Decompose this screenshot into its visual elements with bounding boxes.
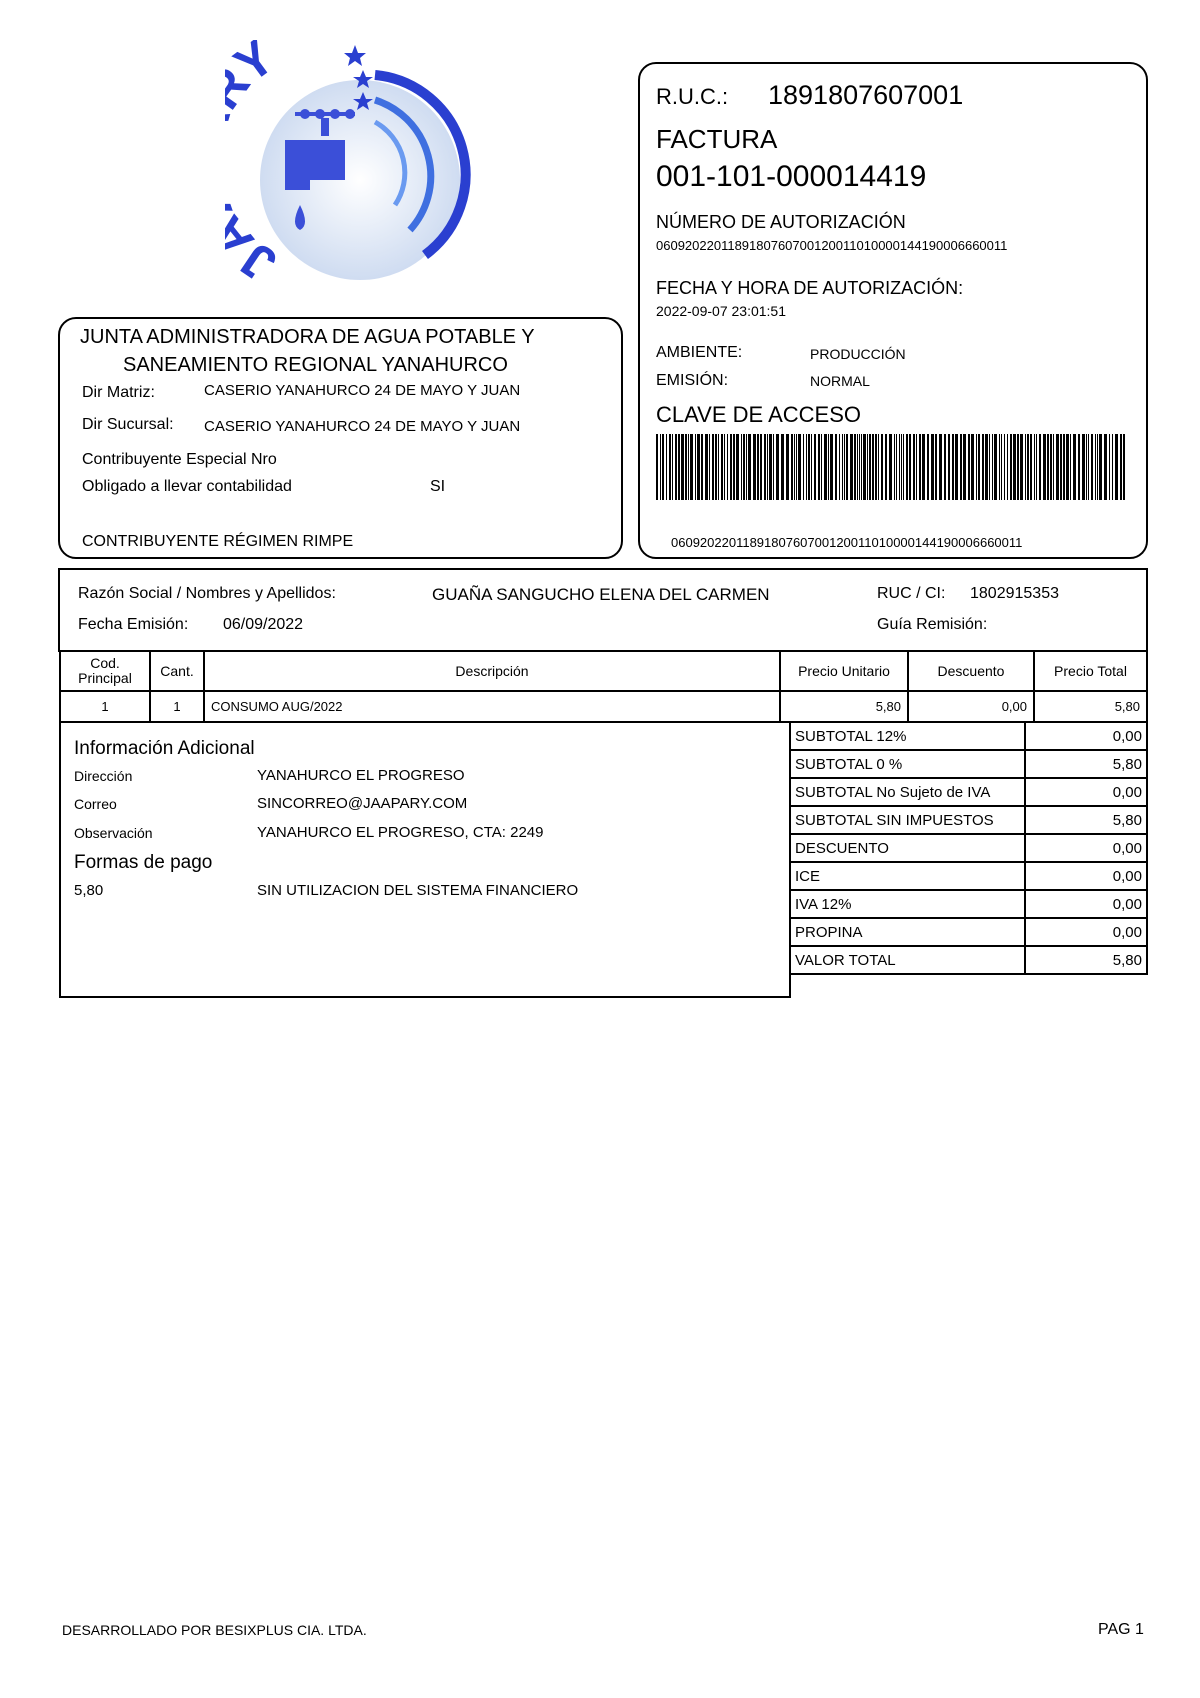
barcode-bar [712, 434, 714, 500]
barcode-bar [1007, 434, 1008, 500]
barcode-bar [736, 434, 739, 500]
barcode-bar [1078, 434, 1080, 500]
barcode-bar [927, 434, 929, 500]
barcode-bar [875, 434, 877, 500]
items-table [59, 650, 1148, 723]
items-header-row [60, 651, 1147, 691]
barcode-bar [1073, 434, 1076, 500]
barcode-bar [992, 434, 993, 500]
totals-value: 0,00 [1025, 722, 1147, 750]
barcode-bar [1004, 434, 1005, 500]
barcode-bar [715, 434, 717, 500]
barcode-bar [672, 434, 673, 500]
totals-row [790, 806, 1147, 834]
barcode-bar [666, 434, 667, 500]
barcode-bar [828, 434, 829, 500]
barcode-bar [709, 434, 710, 500]
clave-label: CLAVE DE ACCESO [656, 402, 861, 427]
barcode-bar [746, 434, 747, 500]
totals-label: SUBTOTAL No Sujeto de IVA [790, 778, 1025, 806]
totals-value: 0,00 [1025, 834, 1147, 862]
totals-value: 0,00 [1025, 918, 1147, 946]
totals-value: 0,00 [1025, 890, 1147, 918]
totals-row [790, 750, 1147, 778]
barcode-bar [1104, 434, 1107, 500]
customer-box [58, 568, 1148, 652]
row-cod: 1 [60, 691, 150, 722]
dir-matriz-label: Dir Matriz: [82, 384, 155, 401]
barcode-bar [798, 434, 801, 500]
totals-label: DESCUENTO [790, 834, 1025, 862]
totals-table [789, 721, 1148, 975]
barcode-bar [994, 434, 997, 500]
barcode-bar [669, 434, 671, 500]
barcode-bar [695, 434, 696, 500]
barcode-bar [808, 434, 810, 500]
row-desc: CONSUMO AUG/2022 [204, 691, 780, 722]
totals-row [790, 834, 1147, 862]
razon-value: GUAÑA SANGUCHO ELENA DEL CARMEN [432, 585, 770, 604]
barcode-bar [955, 434, 958, 500]
barcode-bar [733, 434, 735, 500]
barcode-bar [1115, 434, 1118, 500]
barcode-bar [1063, 434, 1065, 500]
customer-ruc-value: 1802915353 [970, 585, 1059, 602]
barcode-bar [681, 434, 684, 500]
barcode-bar [824, 434, 827, 500]
barcode-bar [662, 434, 664, 500]
barcode-bar [1053, 434, 1054, 500]
totals-row [790, 722, 1147, 750]
barcode-bar [960, 434, 962, 500]
header-cod [60, 651, 150, 691]
auth-number-label: NÚMERO DE AUTORIZACIÓN [656, 212, 906, 232]
barcode-bar [730, 434, 732, 500]
barcode-bar [803, 434, 804, 500]
fecha-label: Fecha Emisión: [78, 616, 189, 633]
barcode-bar [968, 434, 970, 500]
invoice-type: FACTURA [656, 124, 778, 154]
barcode-bar [916, 434, 917, 500]
barcode-bar [796, 434, 797, 500]
company-name-line2: SANEAMIENTO REGIONAL YANAHURCO [123, 354, 508, 376]
barcode-bar [978, 434, 980, 500]
invoice-number: 001-101-000014419 [656, 160, 927, 193]
pago-amount: 5,80 [74, 882, 104, 899]
ambiente-label: AMBIENTE: [656, 344, 743, 361]
barcode-bar [1013, 434, 1016, 500]
barcode-bar [1036, 434, 1037, 500]
totals-label: ICE [790, 862, 1025, 890]
barcode-bar [835, 434, 837, 500]
direccion-label: Dirección [74, 768, 133, 784]
additional-title: Información Adicional [74, 738, 255, 759]
barcode-bar [896, 434, 897, 500]
barcode-bar [1099, 434, 1102, 500]
barcode-bar [909, 434, 911, 500]
barcode-bar [999, 434, 1000, 500]
totals-row [790, 890, 1147, 918]
barcode-bar [786, 434, 789, 500]
observacion-value: YANAHURCO EL PROGRESO, CTA: 2249 [257, 824, 544, 841]
barcode-bar [944, 434, 946, 500]
barcode-bar [1034, 434, 1035, 500]
barcode-bar [922, 434, 925, 500]
barcode-bar [794, 434, 795, 500]
barcode-bar [861, 434, 862, 500]
barcode-bar [881, 434, 883, 500]
barcode-bar [894, 434, 895, 500]
totals-label: SUBTOTAL 12% [790, 722, 1025, 750]
barcode-bar [727, 434, 728, 500]
barcode-bar [724, 434, 725, 500]
totals-label: IVA 12% [790, 890, 1025, 918]
barcode-bar [757, 434, 759, 500]
table-row [60, 691, 1147, 722]
barcode-bar [1088, 434, 1089, 500]
contribuyente-especial-label: Contribuyente Especial Nro [82, 451, 277, 468]
barcode-bar [1047, 434, 1049, 500]
barcode-bar [701, 434, 703, 500]
barcode-bar [976, 434, 977, 500]
barcode-bar [839, 434, 840, 500]
barcode-bar [685, 434, 687, 500]
barcode-bar [899, 434, 900, 500]
barcode-bar [901, 434, 902, 500]
barcode-bar [1025, 434, 1026, 500]
dir-sucursal-label: Dir Sucursal: [82, 416, 174, 433]
barcode-bar [1027, 434, 1029, 500]
barcode-bar [1010, 434, 1012, 500]
regimen-label: CONTRIBUYENTE RÉGIMEN RIMPE [82, 533, 354, 550]
emision-value: NORMAL [810, 373, 870, 389]
pagos-title: Formas de pago [74, 852, 213, 873]
barcode-bar [811, 434, 812, 500]
barcode-bar [830, 434, 833, 500]
barcode-bar [989, 434, 990, 500]
totals-label: VALOR TOTAL [790, 946, 1025, 974]
totals-row [790, 778, 1147, 806]
barcode-bar [842, 434, 843, 500]
barcode-bar [769, 434, 772, 500]
barcode-bar [985, 434, 988, 500]
barcode-bar [821, 434, 822, 500]
barcode-bar [1020, 434, 1023, 500]
totals-label: SUBTOTAL 0 % [790, 750, 1025, 778]
barcode-bar [1066, 434, 1069, 500]
ambiente-value: PRODUCCIÓN [810, 346, 906, 362]
barcode-bar [971, 434, 974, 500]
barcode-bar [1086, 434, 1087, 500]
header-precio-unit: Precio Unitario [780, 651, 908, 691]
barcode-bar [718, 434, 719, 500]
totals-value: 0,00 [1025, 862, 1147, 890]
barcode-bar [854, 434, 856, 500]
barcode-bar [889, 434, 892, 500]
barcode-bar [1039, 434, 1041, 500]
barcode-bar [1109, 434, 1110, 500]
barcode-bar [1082, 434, 1085, 500]
row-precio-total: 5,80 [1034, 691, 1147, 722]
barcode-bar [660, 434, 661, 500]
auth-date-label: FECHA Y HORA DE AUTORIZACIÓN: [656, 278, 964, 298]
header-cod-line1: Cod. [90, 655, 120, 671]
barcode-bar [814, 434, 816, 500]
clave-value: 0609202201189180760700120011010000144190006660011 [671, 535, 1023, 550]
auth-number-value: 0609202201189180760700120011010000144190006660011 [656, 238, 1008, 253]
barcode-bar [656, 434, 658, 500]
barcode-bar [913, 434, 915, 500]
barcode-bar [760, 434, 762, 500]
observacion-label: Observación [74, 825, 153, 841]
dir-sucursal-value: CASERIO YANAHURCO 24 DE MAYO Y JUAN [204, 418, 521, 435]
barcode-bar [857, 434, 858, 500]
correo-label: Correo [74, 796, 117, 812]
barcode-bar [935, 434, 937, 500]
barcode-bar [1095, 434, 1096, 500]
company-name-line1: JUNTA ADMINISTRADORA DE AGUA POTABLE Y [80, 326, 535, 348]
header-cant: Cant. [150, 651, 204, 691]
barcode-bar [931, 434, 934, 500]
totals-label: PROPINA [790, 918, 1025, 946]
barcode-bar [818, 434, 820, 500]
direccion-value: YANAHURCO EL PROGRESO [257, 767, 465, 784]
barcode-bar [948, 434, 950, 500]
barcode-bar [764, 434, 766, 500]
totals-row [790, 862, 1147, 890]
barcode-bar [675, 434, 677, 500]
barcode-bar [863, 434, 866, 500]
emision-label: EMISIÓN: [656, 372, 729, 389]
totals-value: 0,00 [1025, 778, 1147, 806]
barcode-bar [806, 434, 807, 500]
barcode-bar [773, 434, 774, 500]
footer-page: PAG 1 [1098, 1621, 1144, 1638]
barcode-bar [776, 434, 779, 500]
company-logo [225, 40, 485, 300]
barcode-bar [1050, 434, 1052, 500]
totals-label: SUBTOTAL SIN IMPUESTOS [790, 806, 1025, 834]
guia-label: Guía Remisión: [877, 616, 988, 633]
barcode-bar [859, 434, 860, 500]
barcode-bar [885, 434, 887, 500]
ruc-value: 1891807607001 [768, 80, 964, 110]
barcode-bar [952, 434, 954, 500]
row-descuento: 0,00 [908, 691, 1034, 722]
barcode-bar [741, 434, 742, 500]
barcode-bar [1030, 434, 1032, 500]
barcode-bar [906, 434, 908, 500]
barcode-bar [1091, 434, 1093, 500]
totals-value: 5,80 [1025, 806, 1147, 834]
totals-value: 5,80 [1025, 750, 1147, 778]
auth-date-value: 2022-09-07 23:01:51 [656, 303, 786, 319]
barcode-bar [697, 434, 700, 500]
barcode-bar [963, 434, 966, 500]
barcode-bar [781, 434, 784, 500]
razon-label: Razón Social / Nombres y Apellidos: [78, 585, 336, 602]
barcode-bar [705, 434, 708, 500]
totals-row [790, 946, 1147, 974]
jaapary-logo-icon [225, 40, 485, 300]
fecha-value: 06/09/2022 [223, 616, 304, 633]
barcode-bar [721, 434, 723, 500]
barcode-bar [1056, 434, 1059, 500]
header-precio-total: Precio Total [1034, 651, 1147, 691]
row-precio-unit: 5,80 [780, 691, 908, 722]
ruc-label: R.U.C.: [656, 84, 729, 109]
barcode-bar [903, 434, 904, 500]
barcode-bar [869, 434, 871, 500]
barcode-bar [1017, 434, 1019, 500]
totals-value: 5,80 [1025, 946, 1147, 974]
barcode-bar [1070, 434, 1071, 500]
barcode-bar [748, 434, 751, 500]
header-descuento: Descuento [908, 651, 1034, 691]
barcode-bar [1060, 434, 1062, 500]
barcode-bar [791, 434, 793, 500]
barcode-icon [656, 434, 1128, 500]
barcode-bar [878, 434, 879, 500]
barcode-bar [850, 434, 853, 500]
dir-matriz-value: CASERIO YANAHURCO 24 DE MAYO Y JUAN [204, 382, 521, 399]
barcode-bar [919, 434, 921, 500]
logo-text: J Y [225, 40, 286, 294]
barcode-bar [1112, 434, 1113, 500]
barcode-bar [872, 434, 874, 500]
barcode-bar [690, 434, 693, 500]
barcode-bar [753, 434, 756, 500]
obligado-value: SI [430, 478, 446, 495]
customer-ruc-label: RUC / CI: [877, 585, 946, 602]
row-cant: 1 [150, 691, 204, 722]
barcode-bar [844, 434, 845, 500]
barcode-bar [688, 434, 689, 500]
header-cod-line2: Principal [78, 670, 132, 686]
header-desc: Descripción [204, 651, 780, 691]
barcode-bar [678, 434, 680, 500]
barcode-bar [1043, 434, 1046, 500]
barcode-bar [767, 434, 768, 500]
barcode-bar [982, 434, 984, 500]
obligado-label: Obligado a llevar contabilidad [82, 478, 292, 495]
barcode-bar [867, 434, 868, 500]
barcode-bar [1120, 434, 1122, 500]
barcode-bar [846, 434, 848, 500]
barcode-bar [1123, 434, 1125, 500]
totals-row [790, 918, 1147, 946]
barcode-bar [1097, 434, 1098, 500]
pago-method: SIN UTILIZACION DEL SISTEMA FINANCIERO [257, 882, 579, 899]
barcode-bar [939, 434, 942, 500]
footer-developer: DESARROLLADO POR BESIXPLUS CIA. LTDA. [62, 1622, 367, 1638]
barcode-bar [743, 434, 745, 500]
barcode-bar [1001, 434, 1002, 500]
correo-value: SINCORREO@JAAPARY.COM [257, 795, 468, 812]
